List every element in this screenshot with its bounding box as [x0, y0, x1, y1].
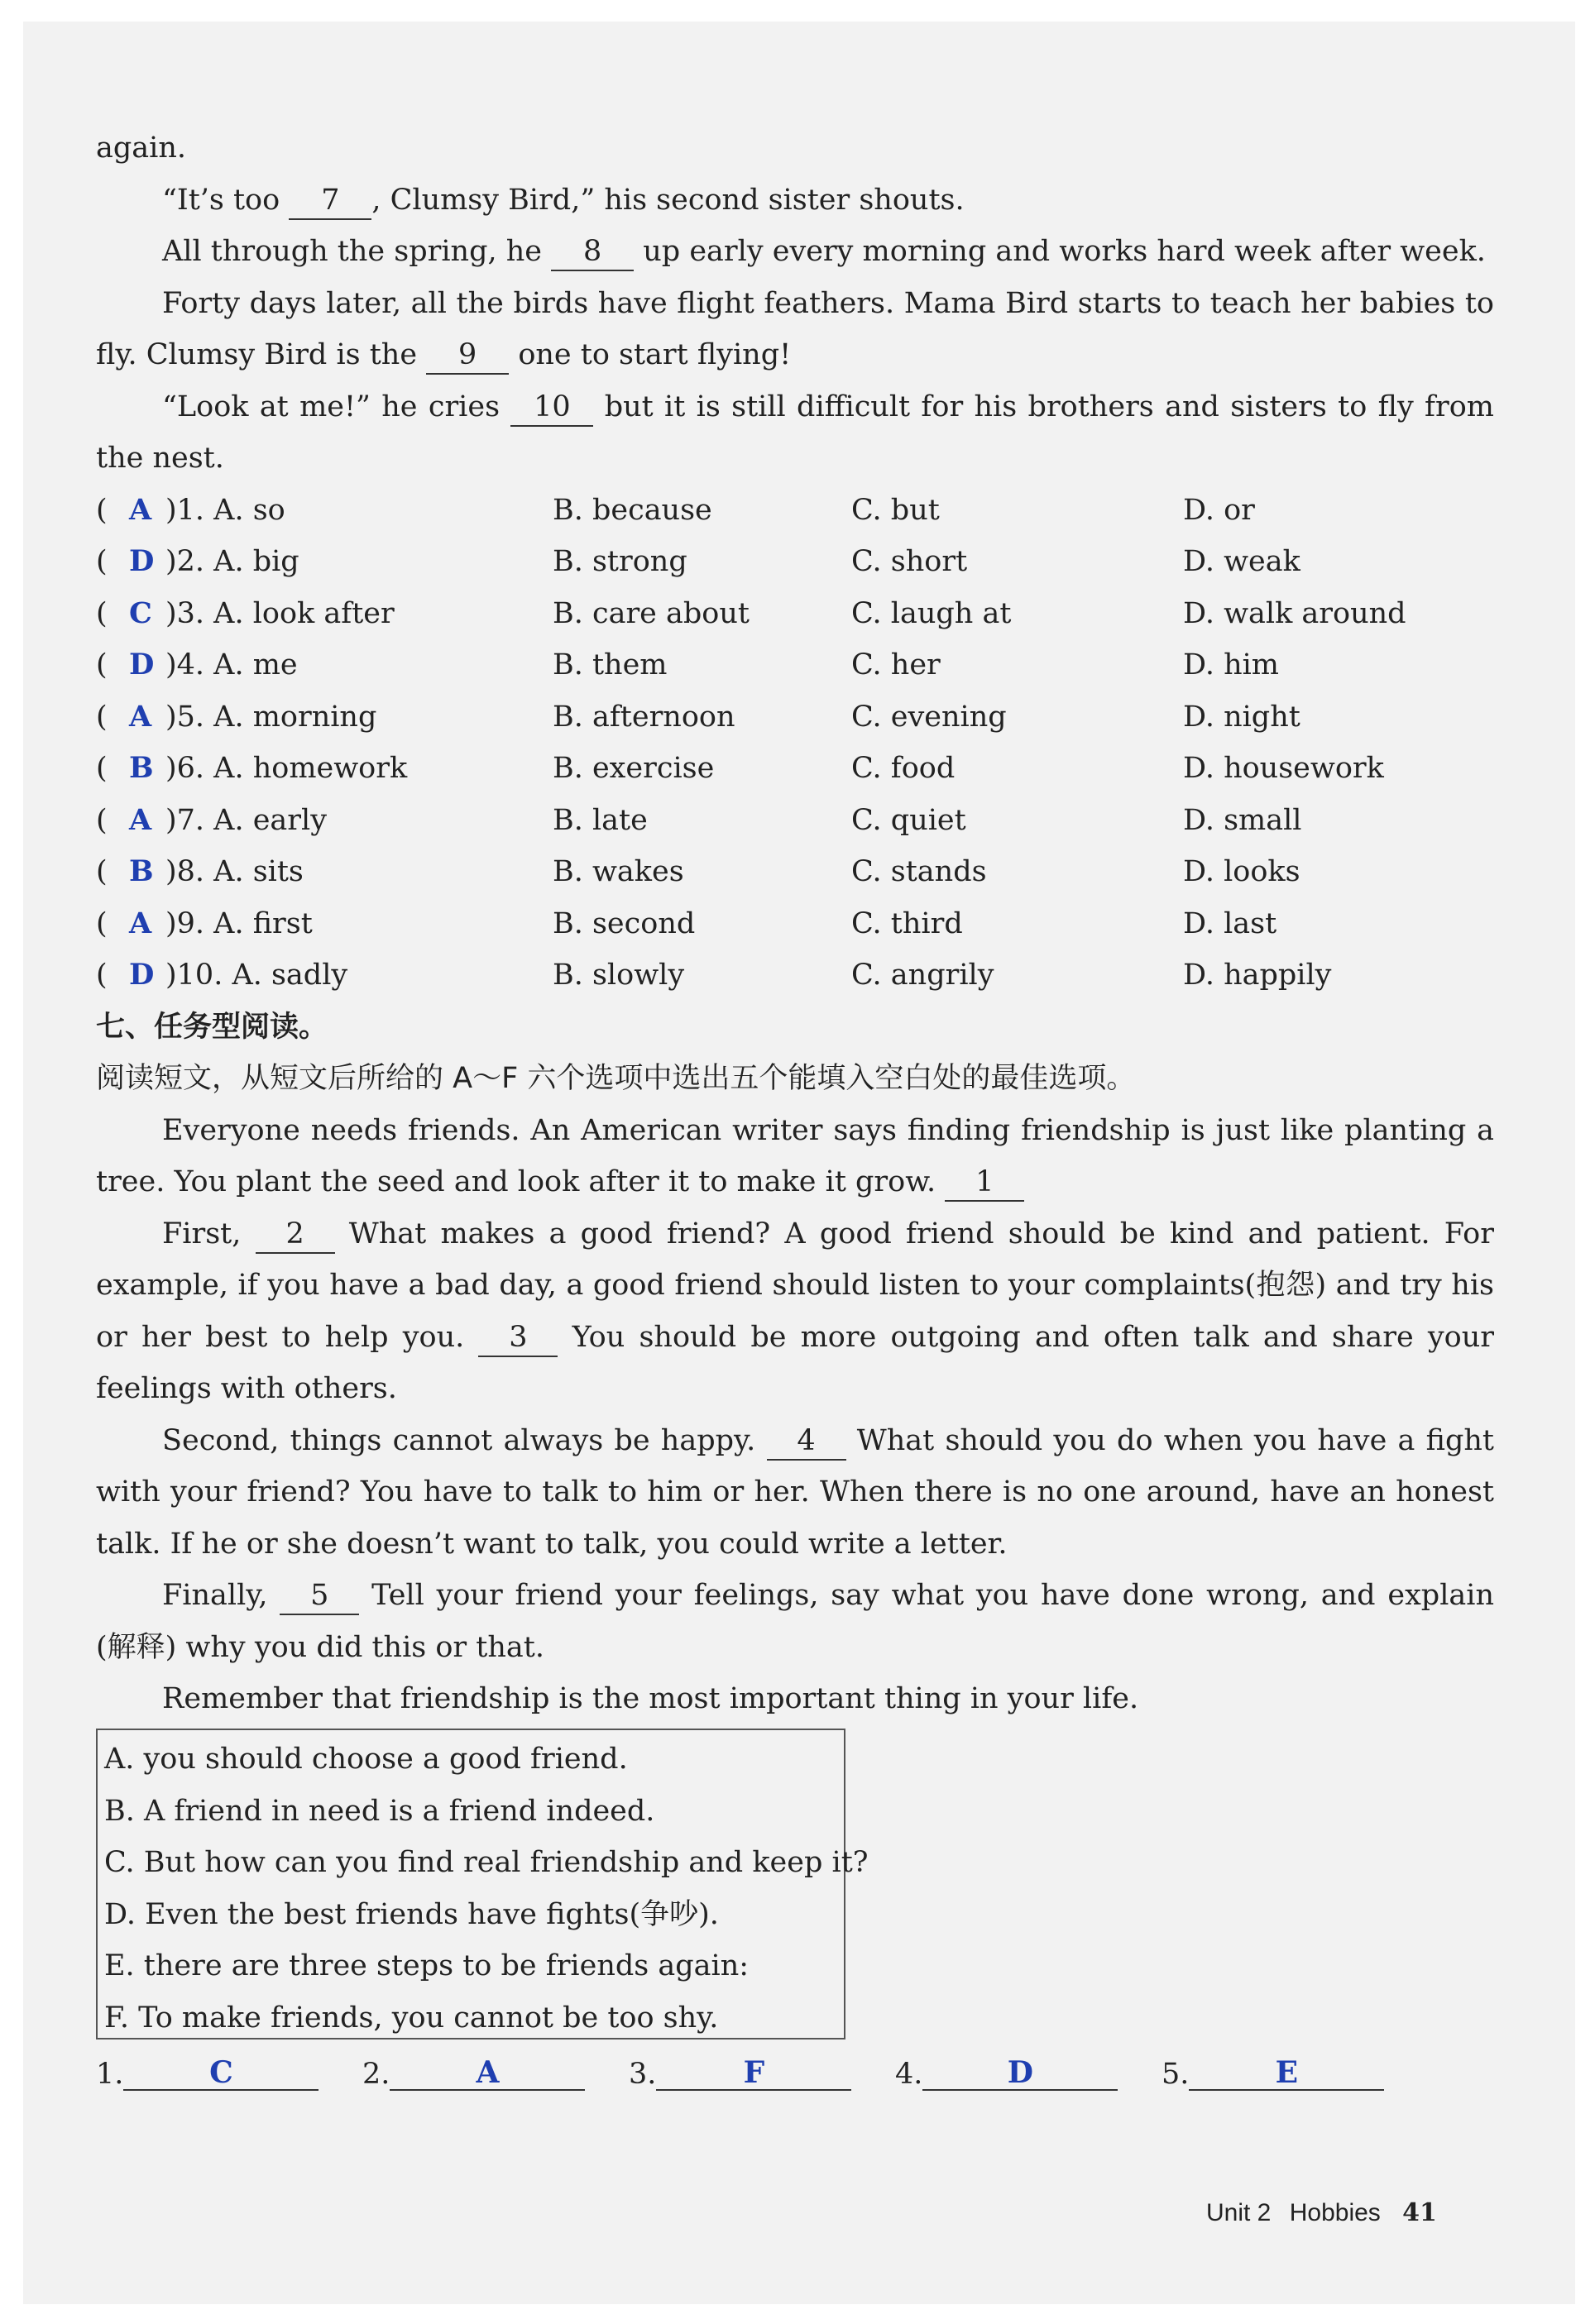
- option-a: )7. A. early: [165, 803, 327, 837]
- paragraph-text: Everyone needs friends. An American writer says finding friendship is just like planting a tree. You plant the seed and look after it to make it grow.: [96, 1113, 1494, 1198]
- option-b: B. slowly: [553, 959, 685, 992]
- paragraph-text: , Clumsy Bird,” his second sister shouts.: [371, 183, 965, 217]
- answer-number: 1.: [96, 2058, 124, 2091]
- paragraph: [96, 226, 1494, 278]
- footer-unit: Unit 2: [1206, 2199, 1272, 2226]
- answer-field[interactable]: F: [656, 2056, 851, 2091]
- answer-blank[interactable]: 4: [767, 1423, 846, 1461]
- answer-slot: [629, 2056, 851, 2091]
- answer-blank[interactable]: 1: [945, 1164, 1024, 1202]
- option-c: C. third: [851, 906, 963, 940]
- answer-blank[interactable]: 5: [280, 1577, 359, 1615]
- answer-letter[interactable]: A: [129, 802, 152, 837]
- section-7-instruction: 阅读短文，从短文后所给的 A～F 六个选项中选出五个能填入空白处的最佳选项。: [96, 1062, 1136, 1095]
- open-paren: (: [96, 493, 108, 527]
- answer-letter[interactable]: A: [129, 492, 152, 527]
- paragraph-text: up early every morning and works hard week after week.: [634, 235, 1486, 268]
- paragraph-text: again.: [96, 132, 186, 165]
- answer-blank[interactable]: 8: [551, 233, 634, 271]
- answer-blank[interactable]: 10: [510, 389, 593, 427]
- option-a: )4. A. me: [165, 648, 298, 681]
- footer-topic: Hobbies: [1289, 2199, 1381, 2226]
- content: [96, 22, 1494, 1725]
- page-number: 41: [1402, 2198, 1437, 2227]
- answer-field[interactable]: D: [922, 2056, 1118, 2091]
- question-row: [96, 536, 1494, 588]
- option-item: D. Even the best friends have fights(争吵).: [104, 1897, 719, 1931]
- option-c: C. angrily: [851, 959, 994, 992]
- option-a: )9. A. first: [165, 906, 313, 940]
- answer-sheet: [96, 2039, 1420, 2106]
- option-c: C. quiet: [851, 803, 966, 837]
- paragraph-text: Second, things cannot always be happy.: [162, 1423, 767, 1457]
- answer-blank[interactable]: 3: [478, 1319, 558, 1357]
- option-item: A. you should choose a good friend.: [104, 1743, 628, 1776]
- option-b: B. them: [553, 648, 668, 681]
- question-row: [96, 846, 1494, 898]
- option-a: )10. A. sadly: [165, 959, 348, 992]
- option-c: C. stands: [851, 855, 987, 888]
- paragraph: [96, 1208, 1494, 1415]
- page-footer: [1206, 2198, 1437, 2227]
- option-a: )8. A. sits: [165, 855, 304, 888]
- answer-blank[interactable]: 9: [426, 337, 509, 375]
- answer-field[interactable]: E: [1189, 2056, 1384, 2091]
- paragraph-text: “It’s too: [162, 183, 290, 217]
- option-b: B. strong: [553, 545, 687, 578]
- option-item: F. To make friends, you cannot be too shy.: [104, 2001, 719, 2035]
- paragraph-text: All through the spring, he: [162, 235, 552, 268]
- paragraph-text: What makes a good friend? A good friend should be kind and patient. For example, if you have a bad day, a good friend should listen to your complaints(抱怨) and try his or her best to help you.: [96, 1217, 1494, 1354]
- paragraph-text: You should be more outgoing and often talk and share your feelings with others.: [96, 1320, 1495, 1405]
- page: [23, 22, 1575, 2304]
- paragraph: [96, 1570, 1494, 1673]
- answer-letter[interactable]: B: [129, 751, 154, 785]
- paragraph-text: Tell your friend your feelings, say what you have done wrong, and explain (解释) why you did this or that.: [96, 1579, 1495, 1664]
- option-a: )2. A. big: [165, 545, 299, 578]
- open-paren: (: [96, 906, 108, 940]
- open-paren: (: [96, 855, 108, 888]
- option-a: )6. A. homework: [165, 752, 408, 785]
- answer-letter[interactable]: D: [129, 544, 155, 578]
- option-c: C. short: [851, 545, 968, 578]
- option-d: D. happily: [1183, 959, 1332, 992]
- answer-field[interactable]: C: [123, 2056, 319, 2091]
- option-d: D. or: [1183, 493, 1255, 527]
- option-a: )3. A. look after: [165, 596, 395, 630]
- answer-blank[interactable]: 7: [289, 182, 371, 220]
- open-paren: (: [96, 596, 108, 630]
- answer-letter[interactable]: C: [129, 595, 152, 630]
- option-item: C. But how can you find real friendship and keep it?: [104, 1846, 869, 1879]
- answer-letter[interactable]: A: [129, 906, 152, 940]
- open-paren: (: [96, 752, 108, 785]
- open-paren: (: [96, 803, 108, 837]
- question-row: [96, 795, 1494, 847]
- paragraph-text: Remember that friendship is the most important thing in your life.: [162, 1682, 1139, 1715]
- paragraph-text: Finally,: [162, 1579, 280, 1612]
- option-d: D. last: [1183, 906, 1277, 940]
- paragraph-text: Forty days later, all the birds have flight feathers. Mama Bird starts to teach her babies to fly. Clumsy Bird is the: [96, 286, 1494, 371]
- paragraph: [96, 1105, 1494, 1208]
- option-b: B. late: [553, 803, 648, 837]
- answer-slot: [96, 2056, 319, 2091]
- option-b: B. because: [553, 493, 712, 527]
- answer-blank[interactable]: 2: [256, 1216, 335, 1254]
- option-b: B. afternoon: [553, 700, 735, 734]
- option-b: B. second: [553, 906, 696, 940]
- option-c: C. evening: [851, 700, 1007, 734]
- open-paren: (: [96, 648, 108, 681]
- answer-slot: [362, 2056, 585, 2091]
- answer-letter[interactable]: A: [129, 699, 152, 734]
- answer-number: 3.: [629, 2058, 657, 2091]
- option-item: E. there are three steps to be friends again:: [104, 1949, 750, 1982]
- option-c: C. her: [851, 648, 941, 681]
- answer-number: 5.: [1162, 2058, 1190, 2091]
- option-d: D. him: [1183, 648, 1279, 681]
- cloze-passage: [96, 122, 1494, 485]
- option-d: D. housework: [1183, 752, 1384, 785]
- paragraph-text: but it is still difficult for his brothers and sisters to fly from the nest.: [96, 390, 1494, 475]
- option-d: D. weak: [1183, 545, 1300, 578]
- option-d: D. night: [1183, 700, 1300, 734]
- question-row: [96, 485, 1494, 537]
- open-paren: (: [96, 700, 108, 734]
- question-row: [96, 898, 1494, 950]
- option-a: )1. A. so: [165, 493, 285, 527]
- reading-passage: [96, 1105, 1494, 1725]
- paragraph: [96, 122, 1494, 175]
- option-b: B. wakes: [553, 855, 684, 888]
- options-box: [96, 1729, 869, 2039]
- answer-letter[interactable]: D: [129, 958, 155, 992]
- question-row: [96, 949, 1494, 1002]
- paragraph-text: First,: [162, 1217, 256, 1250]
- paragraph-text: What should you do when you have a fight with your friend? You have to talk to him or her. When there is no one around, have an honest talk. If he or she doesn’t want to talk, you could write a letter.: [96, 1423, 1494, 1561]
- option-c: C. laugh at: [851, 596, 1012, 630]
- option-d: D. walk around: [1183, 596, 1406, 630]
- question-row: [96, 639, 1494, 691]
- answer-field[interactable]: A: [390, 2056, 585, 2091]
- answer-slot: [1162, 2056, 1384, 2091]
- question-row: [96, 588, 1494, 640]
- paragraph: [96, 1673, 1494, 1725]
- question-row: [96, 691, 1494, 744]
- option-c: C. but: [851, 493, 940, 527]
- paragraph: [96, 1415, 1494, 1571]
- section-7-title: 七、任务型阅读。: [96, 1010, 328, 1044]
- paragraph: [96, 175, 1494, 227]
- answer-letter[interactable]: B: [129, 854, 154, 888]
- option-item: B. A friend in need is a friend indeed.: [104, 1794, 655, 1828]
- option-b: B. care about: [553, 596, 750, 630]
- option-a: )5. A. morning: [165, 700, 377, 734]
- paragraph: [96, 381, 1494, 485]
- option-d: D. small: [1183, 803, 1302, 837]
- paragraph: [96, 278, 1494, 381]
- cloze-questions: [96, 485, 1494, 1002]
- option-b: B. exercise: [553, 752, 715, 785]
- answer-letter[interactable]: D: [129, 648, 155, 681]
- option-d: D. looks: [1183, 855, 1300, 888]
- answer-number: 2.: [362, 2058, 390, 2091]
- question-row: [96, 743, 1494, 795]
- option-c: C. food: [851, 752, 956, 785]
- paragraph-text: one to start flying!: [509, 338, 792, 371]
- open-paren: (: [96, 545, 108, 578]
- answer-number: 4.: [895, 2058, 923, 2091]
- open-paren: (: [96, 959, 108, 992]
- paragraph-text: “Look at me!” he cries: [162, 390, 511, 423]
- answer-slot: [895, 2056, 1118, 2091]
